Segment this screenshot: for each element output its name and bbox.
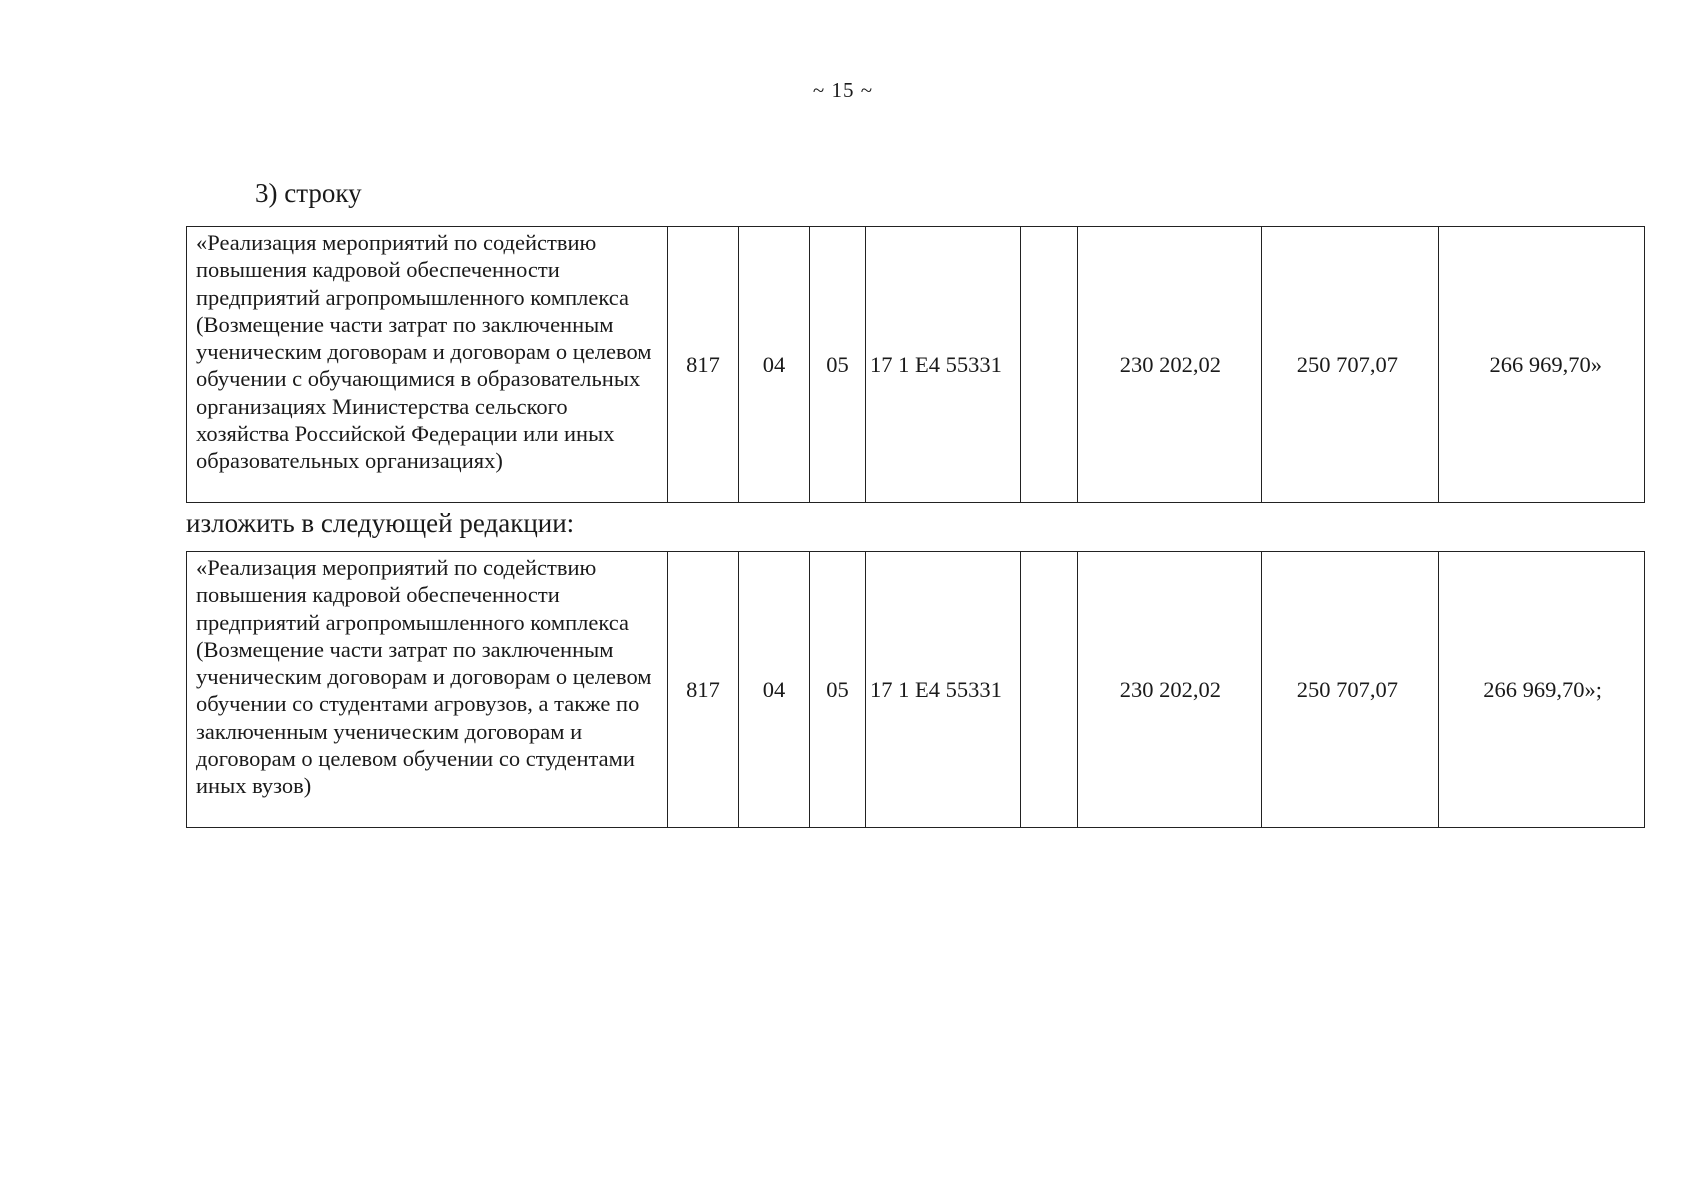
description-cell: «Реализация мероприятий по содействию повышения кадровой обеспеченности предприятий агропромышленного комплекса (Возмещение части затрат по заключенным ученическим договорам и договорам о целевом обучении со студентами агровузов, а также по заключенным ученическим договорам и договорам о целевом обучении со студентами иных вузов) bbox=[187, 552, 668, 828]
amount-year-3-cell: 266 969,70»; bbox=[1439, 552, 1645, 828]
subsection-code-cell: 05 bbox=[810, 227, 866, 503]
page-number: ~ 15 ~ bbox=[812, 78, 874, 102]
old-row-table bbox=[186, 226, 1645, 503]
ministry-code-cell: 817 bbox=[668, 552, 739, 828]
section-code-cell: 04 bbox=[739, 227, 810, 503]
amount-year-2-cell: 250 707,07 bbox=[1262, 227, 1439, 503]
section-code-cell: 04 bbox=[739, 552, 810, 828]
new-row-table bbox=[186, 551, 1645, 828]
intro-text: 3) строку bbox=[255, 178, 362, 208]
target-article-cell: 17 1 Е4 55331 bbox=[866, 227, 1021, 503]
description-cell: «Реализация мероприятий по содействию повышения кадровой обеспеченности предприятий агропромышленного комплекса (Возмещение части затрат по заключенным ученическим договорам и договорам о целевом обучении с обучающимися в образовательных организациях Министерства сельского хозяйства Российской Федерации или иных образовательных организациях) bbox=[187, 227, 668, 503]
amount-year-1-cell: 230 202,02 bbox=[1078, 227, 1262, 503]
expense-type-cell bbox=[1021, 227, 1078, 503]
replacement-instruction: изложить в следующей редакции: bbox=[186, 508, 575, 538]
amount-year-3-cell: 266 969,70» bbox=[1439, 227, 1645, 503]
target-article-cell: 17 1 Е4 55331 bbox=[866, 552, 1021, 828]
table-row bbox=[187, 227, 1645, 503]
expense-type-cell bbox=[1021, 552, 1078, 828]
table-row bbox=[187, 552, 1645, 828]
subsection-code-cell: 05 bbox=[810, 552, 866, 828]
amount-year-2-cell: 250 707,07 bbox=[1262, 552, 1439, 828]
ministry-code-cell: 817 bbox=[668, 227, 739, 503]
amount-year-1-cell: 230 202,02 bbox=[1078, 552, 1262, 828]
